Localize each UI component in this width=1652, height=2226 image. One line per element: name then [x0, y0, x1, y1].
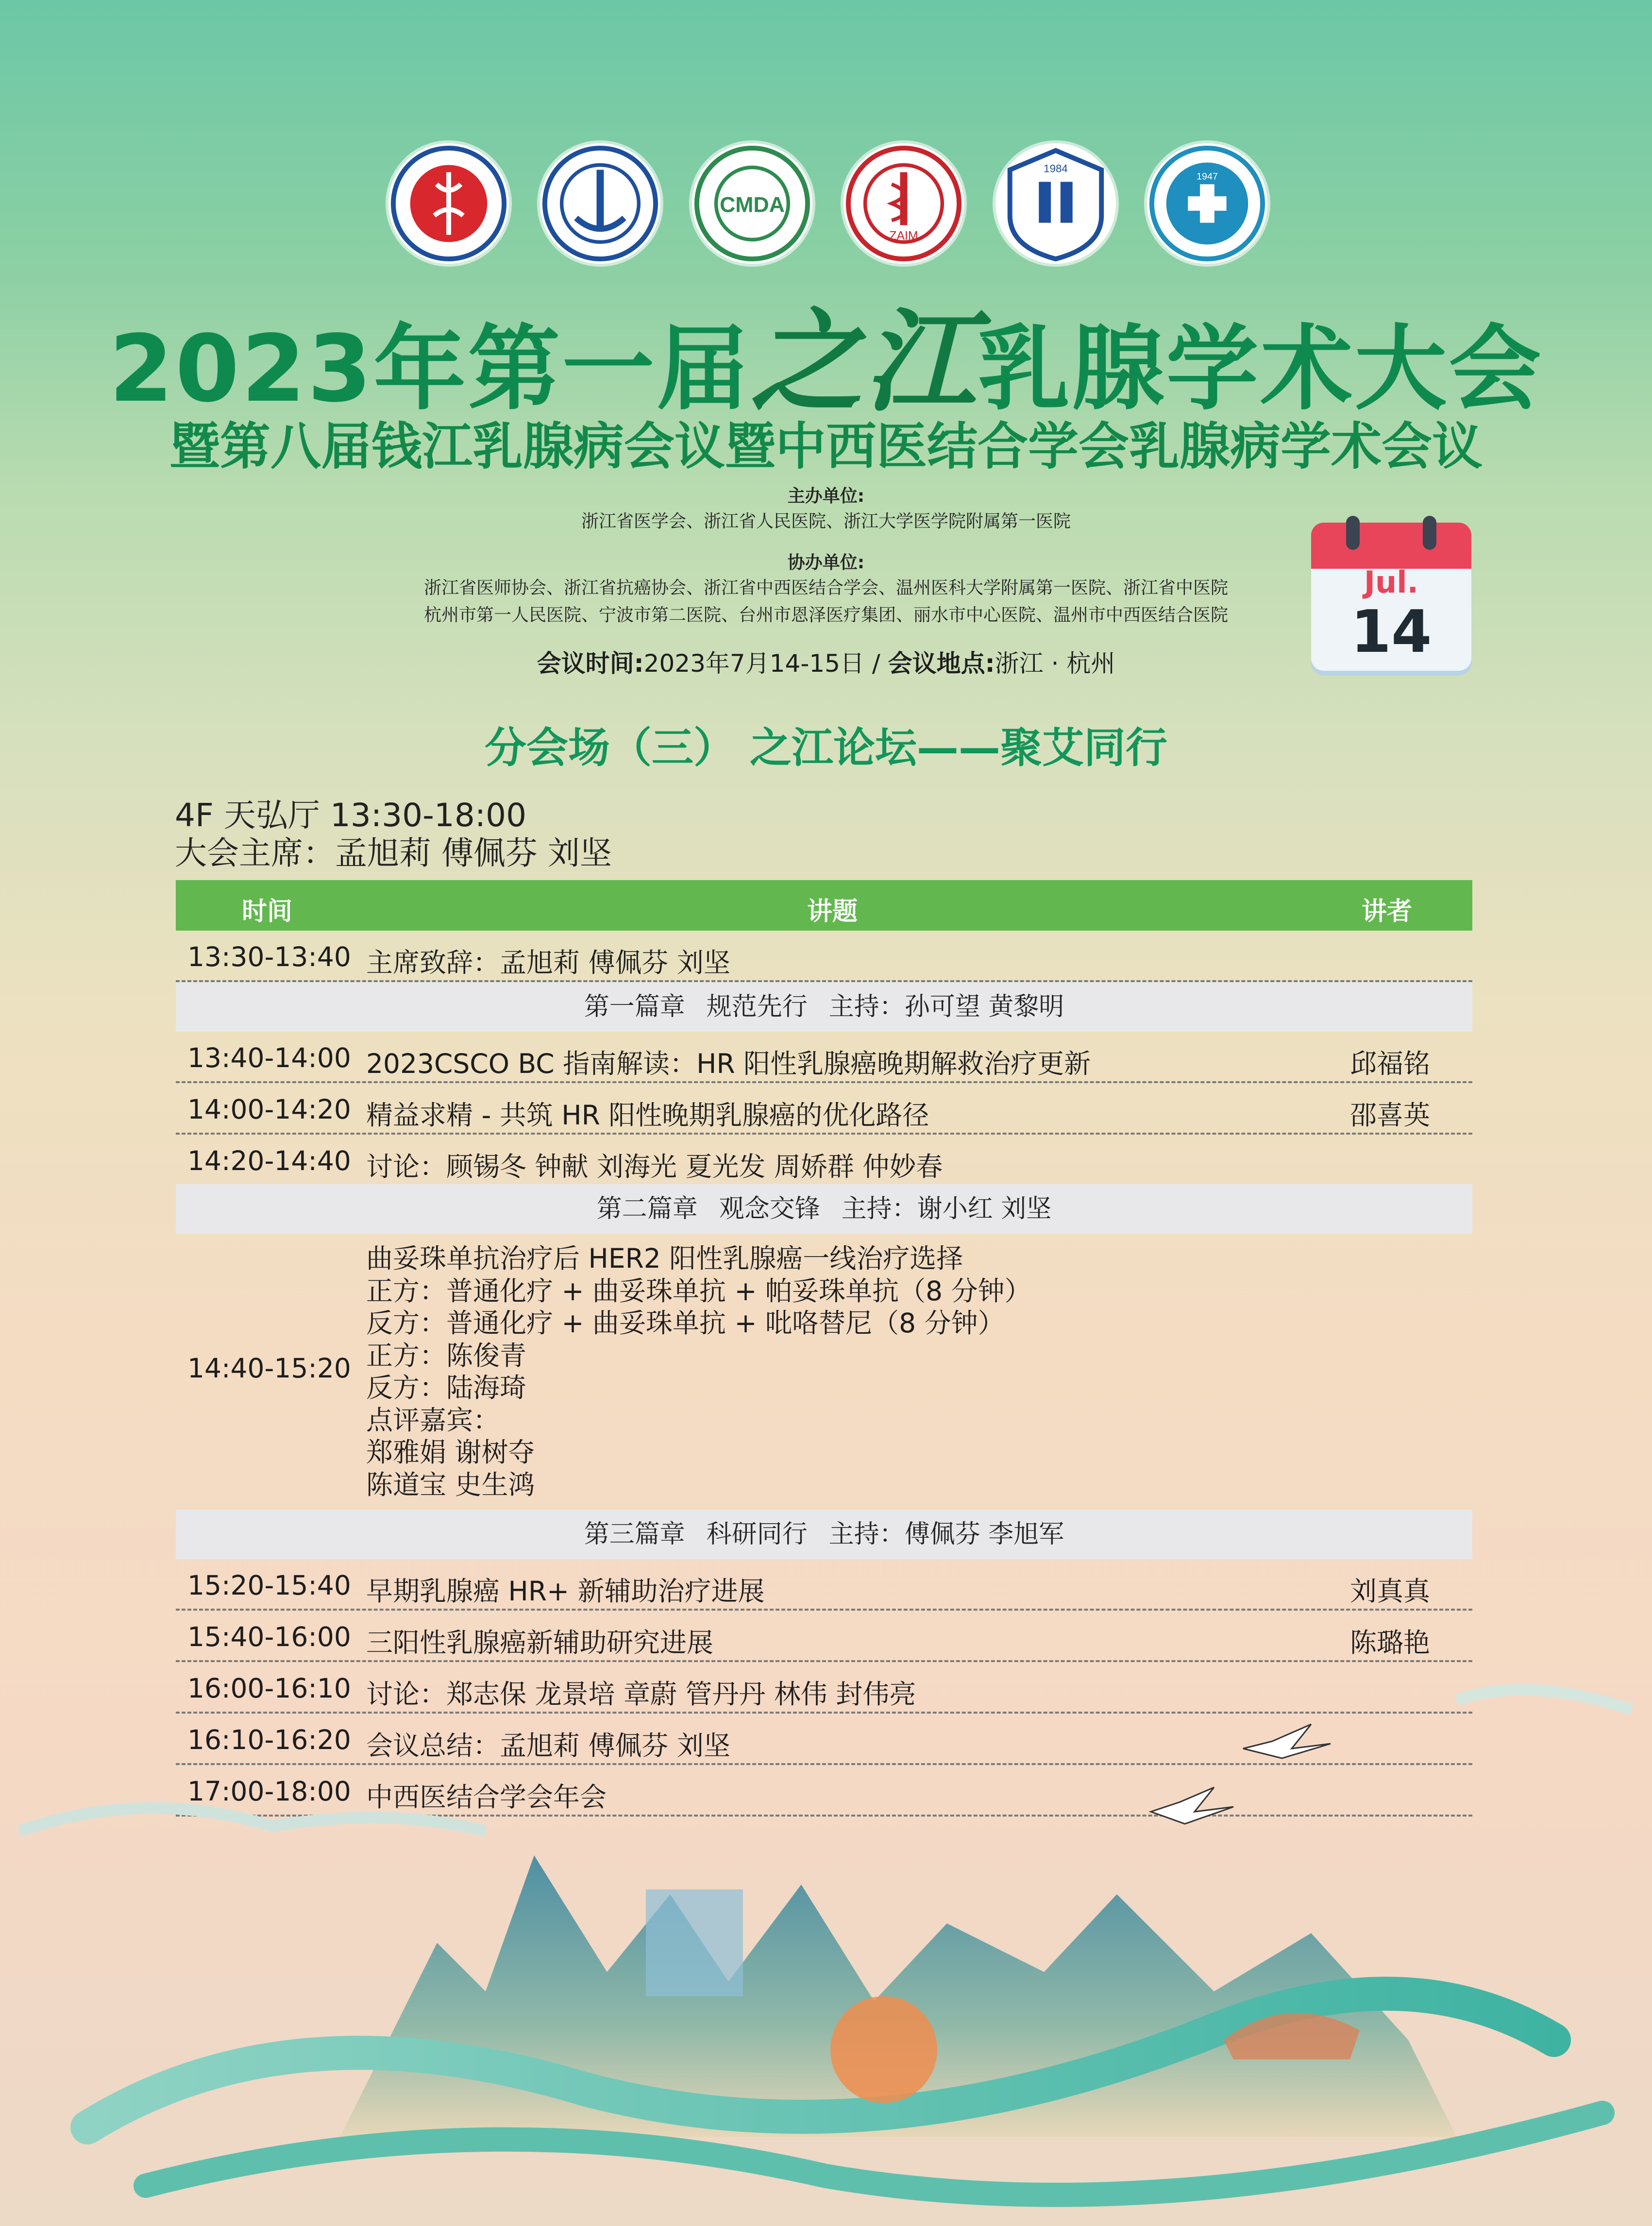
row-topic: 讨论：顾锡冬 钟献 刘海光 夏光发 周娇群 仲妙春: [366, 1151, 943, 1182]
row-speaker: 邵喜英: [1350, 1100, 1431, 1131]
header-speaker: 讲者: [1362, 897, 1413, 926]
building-illustration: [646, 1889, 743, 1996]
row-time: 13:30-13:40: [187, 941, 351, 972]
debate-line: 郑雅娟 谢树夺: [366, 1437, 535, 1468]
row-speaker: 邱福铭: [1350, 1048, 1431, 1079]
zhejiang-university-first-hospital-logo: [1147, 143, 1267, 264]
debate-line: 正方：陈俊青: [366, 1340, 527, 1371]
chapter-row: [176, 982, 1472, 1032]
cohost-line1: 浙江省医师协会、浙江省抗癌协会、浙江省中西医结合学会、温州医科大学附属第一医院、浙江省中医院: [423, 578, 1228, 598]
calendar-icon: [1311, 516, 1471, 676]
title-part2: 乳腺学术大会: [978, 315, 1543, 423]
row-topic: 会议总结：孟旭莉 傅佩芬 刘坚: [366, 1730, 730, 1761]
row-time: 17:00-18:00: [187, 1776, 351, 1807]
zaim-text: ZAIM: [889, 229, 918, 243]
hospital-year-text: 1984: [1043, 162, 1068, 175]
zaim-logo: [843, 143, 964, 264]
row-time: 14:40-15:20: [187, 1353, 351, 1384]
university-year-text: 1947: [1196, 171, 1218, 182]
debate-line: 曲妥珠单抗治疗后 HER2 阳性乳腺癌一线治疗选择: [366, 1243, 963, 1274]
chapter-row: [176, 1184, 1472, 1234]
chapter-row: [176, 1510, 1472, 1559]
zhejiang-provincial-peoples-hospital-logo: [995, 143, 1116, 264]
header-topic: 讲题: [807, 897, 858, 926]
table-row: [176, 1032, 1472, 1083]
calendar-header: [1311, 523, 1471, 569]
debate-line: 陈道宝 史生鸿: [366, 1469, 535, 1500]
time-value: 2023年7月14-15日: [643, 649, 864, 678]
row-topic: 精益求精 - 共筑 HR 阳性晚期乳腺癌的优化路径: [366, 1100, 929, 1131]
chapter-host: 主持：谢小红 刘坚: [841, 1194, 1052, 1223]
chapter-host: 主持：傅佩芬 李旭军: [828, 1520, 1064, 1549]
row-time: 14:20-14:40: [187, 1145, 351, 1176]
row-time: 15:40-16:00: [187, 1621, 351, 1652]
row-topic: 早期乳腺癌 HR+ 新辅助治疗进展: [366, 1576, 765, 1607]
cohost-line2: 杭州市第一人民医院、宁波市第二医院、台州市恩泽医疗集团、丽水市中心医院、温州市中西医结合医院: [423, 605, 1228, 625]
row-time: 16:00-16:10: [187, 1673, 351, 1704]
table-header: [176, 880, 1472, 931]
chinese-anticancer-association-logo: [540, 143, 660, 264]
header-time: 时间: [242, 897, 293, 926]
debate-line: 点评嘉宾：: [366, 1404, 500, 1436]
cloud-right: [1457, 1690, 1632, 1710]
debate-line: 反方：陆海琦: [366, 1372, 527, 1403]
row-topic: 三阳性乳腺癌新辅助研究进展: [366, 1627, 714, 1658]
subtitle: 暨第八届钱江乳腺病会议暨中西医结合学会乳腺病学术会议: [169, 417, 1483, 476]
row-topic: 2023CSCO BC 指南解读：HR 阳性乳腺癌晚期解救治疗更新: [366, 1048, 1091, 1079]
chapter-theme: 观念交锋: [719, 1194, 820, 1223]
place-value: 浙江 · 杭州: [995, 649, 1115, 678]
calendar-month: Jul.: [1364, 564, 1418, 600]
row-speaker: 刘真真: [1350, 1576, 1431, 1607]
crane-bird-icon: [1151, 1787, 1233, 1824]
cohost-label: 协办单位:: [787, 553, 865, 573]
venue-line: 4F 天弘厅 13:30-18:00: [175, 797, 527, 834]
row-time: 14:00-14:20: [187, 1094, 351, 1125]
session-title: 分会场（三） 之江论坛——聚艾同行: [485, 724, 1167, 772]
debate-line: 正方：普通化疗 + 曲妥珠单抗 + 帕妥珠单抗（8 分钟）: [366, 1275, 1031, 1307]
host-label: 主办单位:: [787, 486, 865, 506]
sun-icon: [830, 1996, 937, 2103]
calendar-ring-left: [1346, 516, 1360, 550]
title-calligraphy: 之江: [750, 296, 978, 427]
zhejiang-medical-association-logo: [388, 143, 509, 264]
landscape-illustration: [0, 1603, 1652, 2226]
cmda-text: CMDA: [719, 193, 785, 217]
venue-block: [175, 797, 612, 872]
calendar-day: 14: [1350, 598, 1432, 666]
chapter-name: 第二篇章: [596, 1194, 698, 1223]
debate-row: [176, 1234, 1472, 1510]
calendar-ring-right: [1423, 516, 1436, 550]
chairs-line: 大会主席：孟旭莉 傅佩芬 刘坚: [175, 834, 612, 872]
debate-lines: [366, 1242, 1031, 1501]
crane-bird-icon: [1243, 1724, 1331, 1758]
row-topic: 中西医结合学会年会: [366, 1782, 607, 1813]
time-label: 会议时间:: [537, 649, 644, 678]
chapter-host: 主持：孙可望 黄黎明: [828, 992, 1064, 1021]
table-row: [176, 931, 1472, 982]
logo-row: [388, 143, 1267, 265]
chapter-theme: 规范先行: [706, 992, 808, 1021]
chapter-name: 第三篇章: [584, 1520, 685, 1549]
host-text: 浙江省医学会、浙江省人民医院、浙江大学医学院附属第一医院: [581, 511, 1071, 531]
row-time: 16:10-16:20: [187, 1724, 351, 1755]
info-separator: /: [872, 649, 880, 678]
cloud-left: [19, 1808, 486, 1831]
row-speaker: 陈璐艳: [1350, 1627, 1431, 1658]
table-row: [176, 1083, 1472, 1135]
chapter-theme: 科研同行: [706, 1520, 808, 1549]
row-topic: 讨论：郑志保 龙景培 章蔚 管丹丹 林伟 封伟亮: [366, 1679, 916, 1710]
debate-line: 反方：普通化疗 + 曲妥珠单抗 + 吡咯替尼（8 分钟）: [366, 1308, 1005, 1339]
row-time: 13:40-14:00: [187, 1042, 351, 1073]
chapter-name: 第一篇章: [584, 992, 685, 1021]
place-label: 会议地点:: [888, 649, 995, 678]
row-topic: 主席致辞：孟旭莉 傅佩芬 刘坚: [366, 947, 730, 978]
title-part1: 2023年第一届: [109, 315, 751, 423]
row-time: 15:20-15:40: [187, 1570, 351, 1601]
cmda-logo: [692, 143, 812, 264]
table-row: [176, 1135, 1472, 1184]
